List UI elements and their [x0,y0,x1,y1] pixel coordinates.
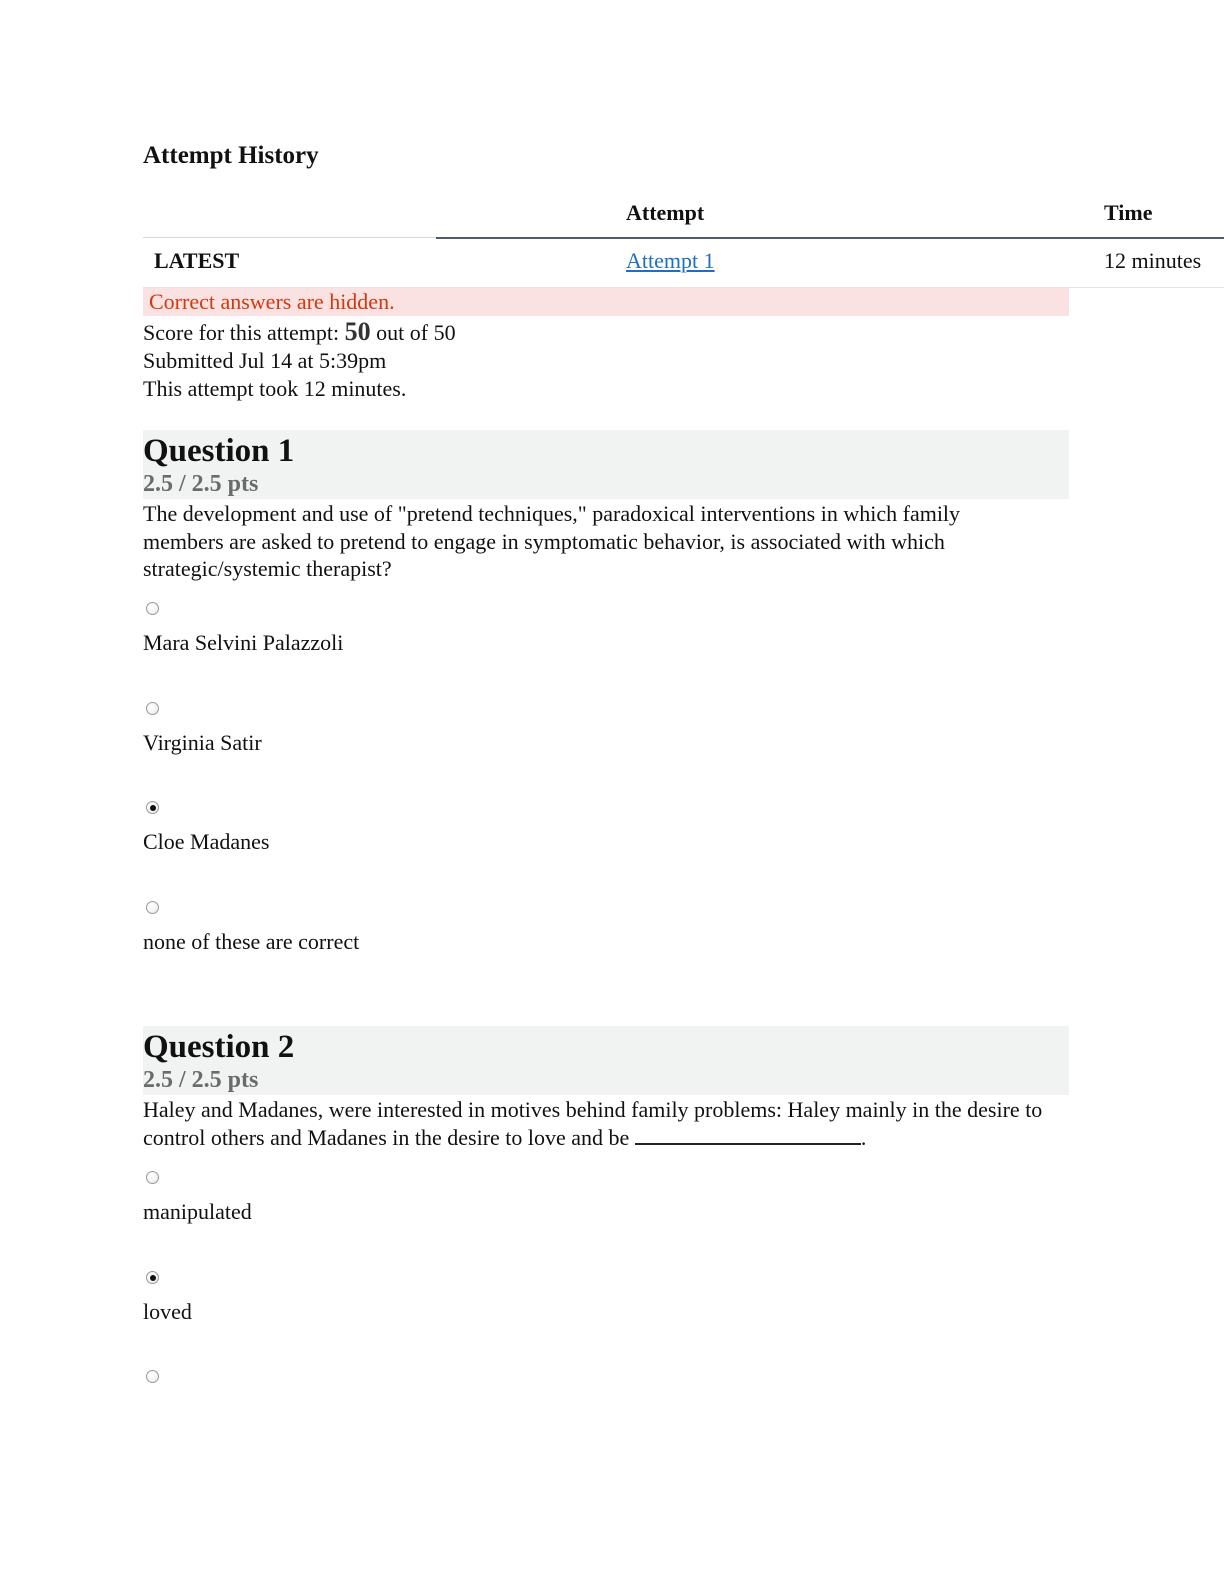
time-column-header: Time [1104,200,1153,225]
page-title: Attempt History [143,142,319,169]
question-1-header [143,430,1069,499]
question-2-text [143,1096,1043,1151]
score-prefix: Score for this attempt: [143,320,340,345]
table-header-divider-accent [436,237,1224,239]
question-2-text-after-blank: . [860,1124,867,1150]
q1-answer-1-radio[interactable] [146,602,159,615]
q2-answer-2-label: loved [143,1299,192,1324]
q2-answer-1-radio[interactable] [146,1171,159,1184]
attempt-time: 12 minutes [1104,248,1202,273]
duration-line: This attempt took 12 minutes. [143,376,407,401]
fill-in-blank [635,1125,861,1145]
score-value: 50 [344,317,371,346]
attempt-1-link[interactable]: Attempt 1 [626,248,715,273]
q1-answer-2-label: Virginia Satir [143,730,262,755]
score-suffix: out of 50 [376,320,456,345]
question-2-text-before-blank: Haley and Madanes, were interested in motives behind family problems: Haley mainly in the desire to control others and Madanes in the desire to love and be [143,1097,1043,1150]
question-2-points: 2.5 / 2.5 pts [143,1067,259,1093]
q2-answer-2-radio[interactable] [146,1271,159,1284]
latest-label: LATEST [154,248,240,273]
submitted-line: Submitted Jul 14 at 5:39pm [143,348,387,373]
q1-answer-3-radio[interactable] [146,801,159,814]
q2-answer-1-label: manipulated [143,1199,252,1224]
table-header-divider [143,237,436,238]
question-2-header [143,1026,1069,1095]
score-line [143,318,456,347]
q1-answer-4-radio[interactable] [146,901,159,914]
q1-answer-1-label: Mara Selvini Palazzoli [143,630,344,655]
q2-answer-3-radio[interactable] [146,1370,159,1383]
question-1-text: The development and use of "pretend techniques," paradoxical interventions in which family members are asked to pretend to engage in symptomatic behavior, is associated with which strategic/systemic therapist? [143,501,961,581]
correct-answers-hidden-banner: Correct answers are hidden. [143,288,1069,316]
attempt-column-header: Attempt [626,200,705,225]
question-1-title: Question 1 [143,433,295,469]
question-2-title: Question 2 [143,1029,295,1065]
q1-answer-4-label: none of these are correct [143,929,360,954]
q1-answer-2-radio[interactable] [146,702,159,715]
question-1-points: 2.5 / 2.5 pts [143,471,259,497]
attempt-summary [143,318,456,403]
q1-answer-3-label: Cloe Madanes [143,829,270,854]
